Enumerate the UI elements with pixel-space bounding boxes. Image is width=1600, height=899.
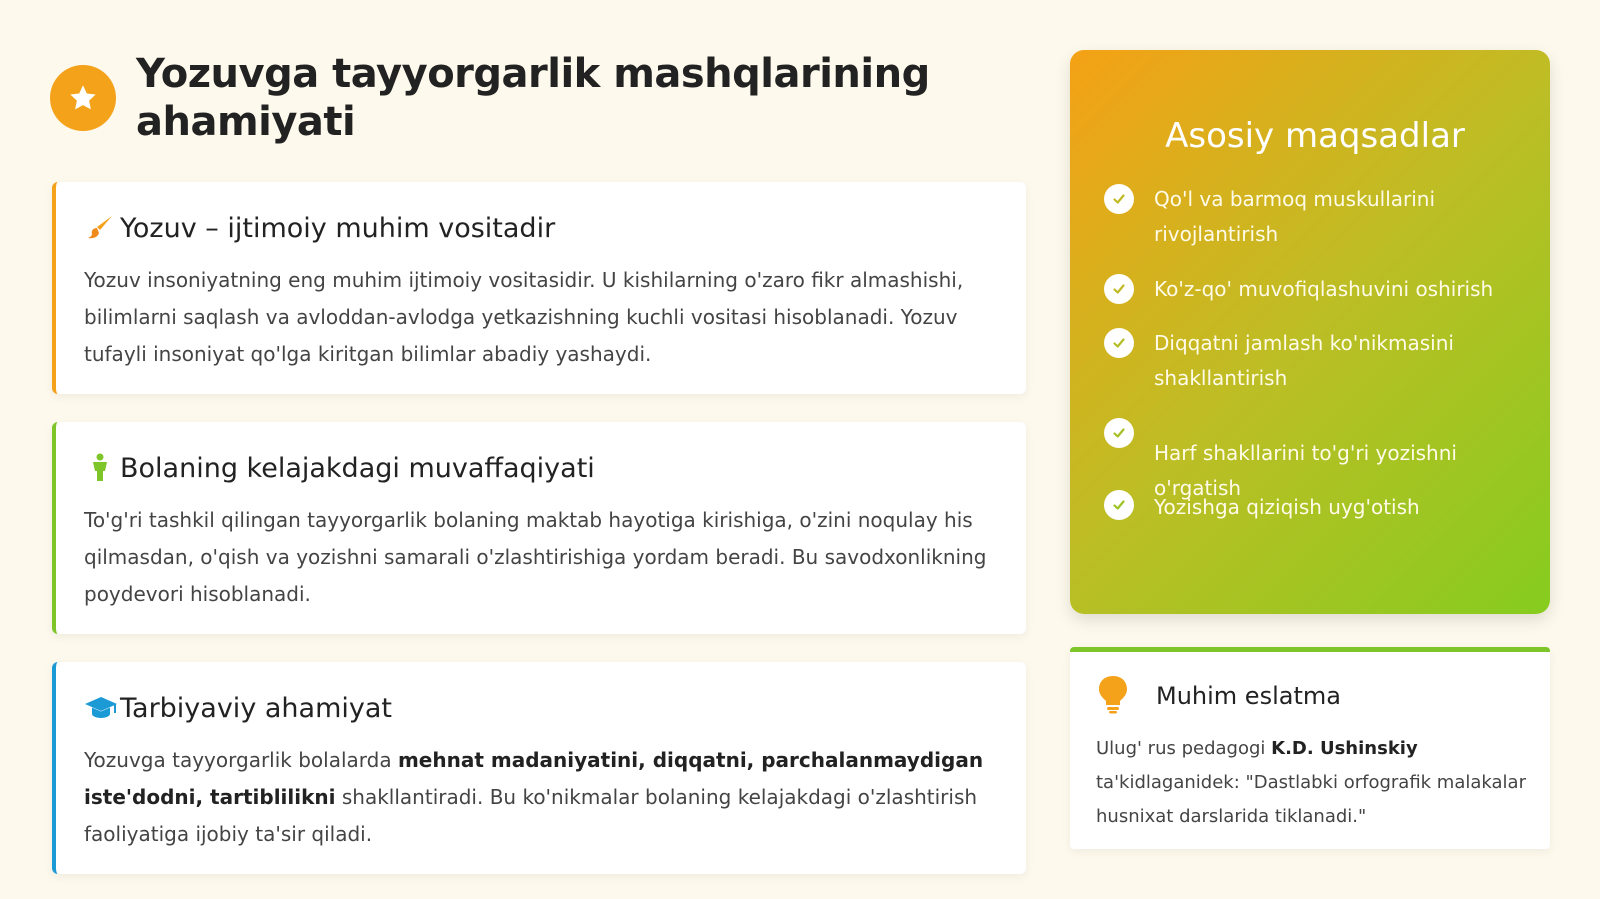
card-educational-value [52, 662, 1026, 874]
paintbrush-icon [84, 210, 120, 246]
goal-label: Ko'z-qo' muvofiqlashuvini oshirish [1154, 277, 1494, 301]
card-title: Bolaning kelajakdagi muvaffaqiyati [120, 452, 595, 484]
card-text-bold: mehnat madaniyatini, diqqatni, parchalanmaydigan iste'dodni, tartiblilikni [84, 748, 984, 809]
card-child-success [52, 422, 1026, 634]
star-icon [67, 82, 99, 114]
card-writing-social-tool [52, 182, 1026, 394]
check-circle-icon [1104, 328, 1134, 358]
page-header [50, 50, 990, 146]
goal-label: Diqqatni jamlash ko'nikmasini shakllantirish [1154, 331, 1454, 390]
check-circle-icon [1104, 418, 1134, 448]
page-title [136, 50, 930, 146]
check-circle-icon [1104, 274, 1134, 304]
goal-item [1104, 272, 1526, 326]
page-title-line1: Yozuvga tayyorgarlik mashqlarining [136, 51, 930, 97]
note-text-bold: K.D. Ushinskiy [1271, 738, 1418, 759]
goal-item [1104, 182, 1526, 272]
goal-label: Yozishga qiziqish uyg'otish [1154, 495, 1420, 519]
important-note-panel [1070, 647, 1550, 849]
note-text [1096, 732, 1526, 834]
star-badge [50, 65, 116, 131]
goal-item [1104, 416, 1526, 500]
check-circle-icon [1104, 184, 1134, 214]
card-text-post: shakllantiradi. Bu ko'nikmalar bolaning kelajakdagi o'zlashtirish faoliyatiga ijobiy ta'sir qiladi. [84, 785, 978, 846]
goal-label: Harf shakllarini to'g'ri yozishni o'rgatish [1154, 441, 1457, 500]
goal-label: Qo'l va barmoq muskullarini rivojlantirish [1154, 187, 1436, 246]
graduation-cap-icon [84, 690, 120, 726]
card-header [84, 208, 1002, 248]
note-text-post: ta'kidlaganidek: "Dastlabki orfografik malakalar husnixat darslarida tiklanadi." [1096, 772, 1526, 827]
card-text: Yozuv insoniyatning eng muhim ijtimoiy vositasidir. U kishilarning o'zaro fikr almashishi, bilimlarni saqlash va avloddan-avlodga yetkazishning kuchli vositasi hisoblanadi. Yozuv tufayli insoniyat qo'lga kiritgan bilimlar abadiy yashaydi. [84, 268, 964, 366]
card-text-pre: Yozuvga tayyorgarlik bolalarda [84, 748, 398, 772]
card-title: Tarbiyaviy ahamiyat [120, 692, 392, 724]
check-circle-icon [1104, 490, 1134, 520]
lightbulb-icon [1096, 674, 1130, 718]
card-header [84, 448, 1002, 488]
note-header [1096, 674, 1526, 718]
goals-title: Asosiy maqsadlar [1165, 116, 1465, 156]
child-icon [84, 450, 120, 486]
card-header [84, 688, 1002, 728]
page-title-line2: ahamiyati [136, 99, 356, 145]
card-text [84, 742, 1002, 853]
note-title: Muhim eslatma [1156, 682, 1341, 710]
card-text: To'g'ri tashkil qilingan tayyorgarlik bolaning maktab hayotiga kirishiga, o'zini noqulay his qilmasdan, o'qish va yozishni samarali o'zlashtirishiga yordam beradi. Bu savodxonlikning poydevori hisoblanadi. [84, 508, 987, 606]
card-title: Yozuv – ijtimoiy muhim vositadir [120, 212, 556, 244]
goal-item [1104, 326, 1526, 416]
goals-panel [1070, 50, 1550, 614]
note-text-pre: Ulug' rus pedagogi [1096, 738, 1272, 759]
